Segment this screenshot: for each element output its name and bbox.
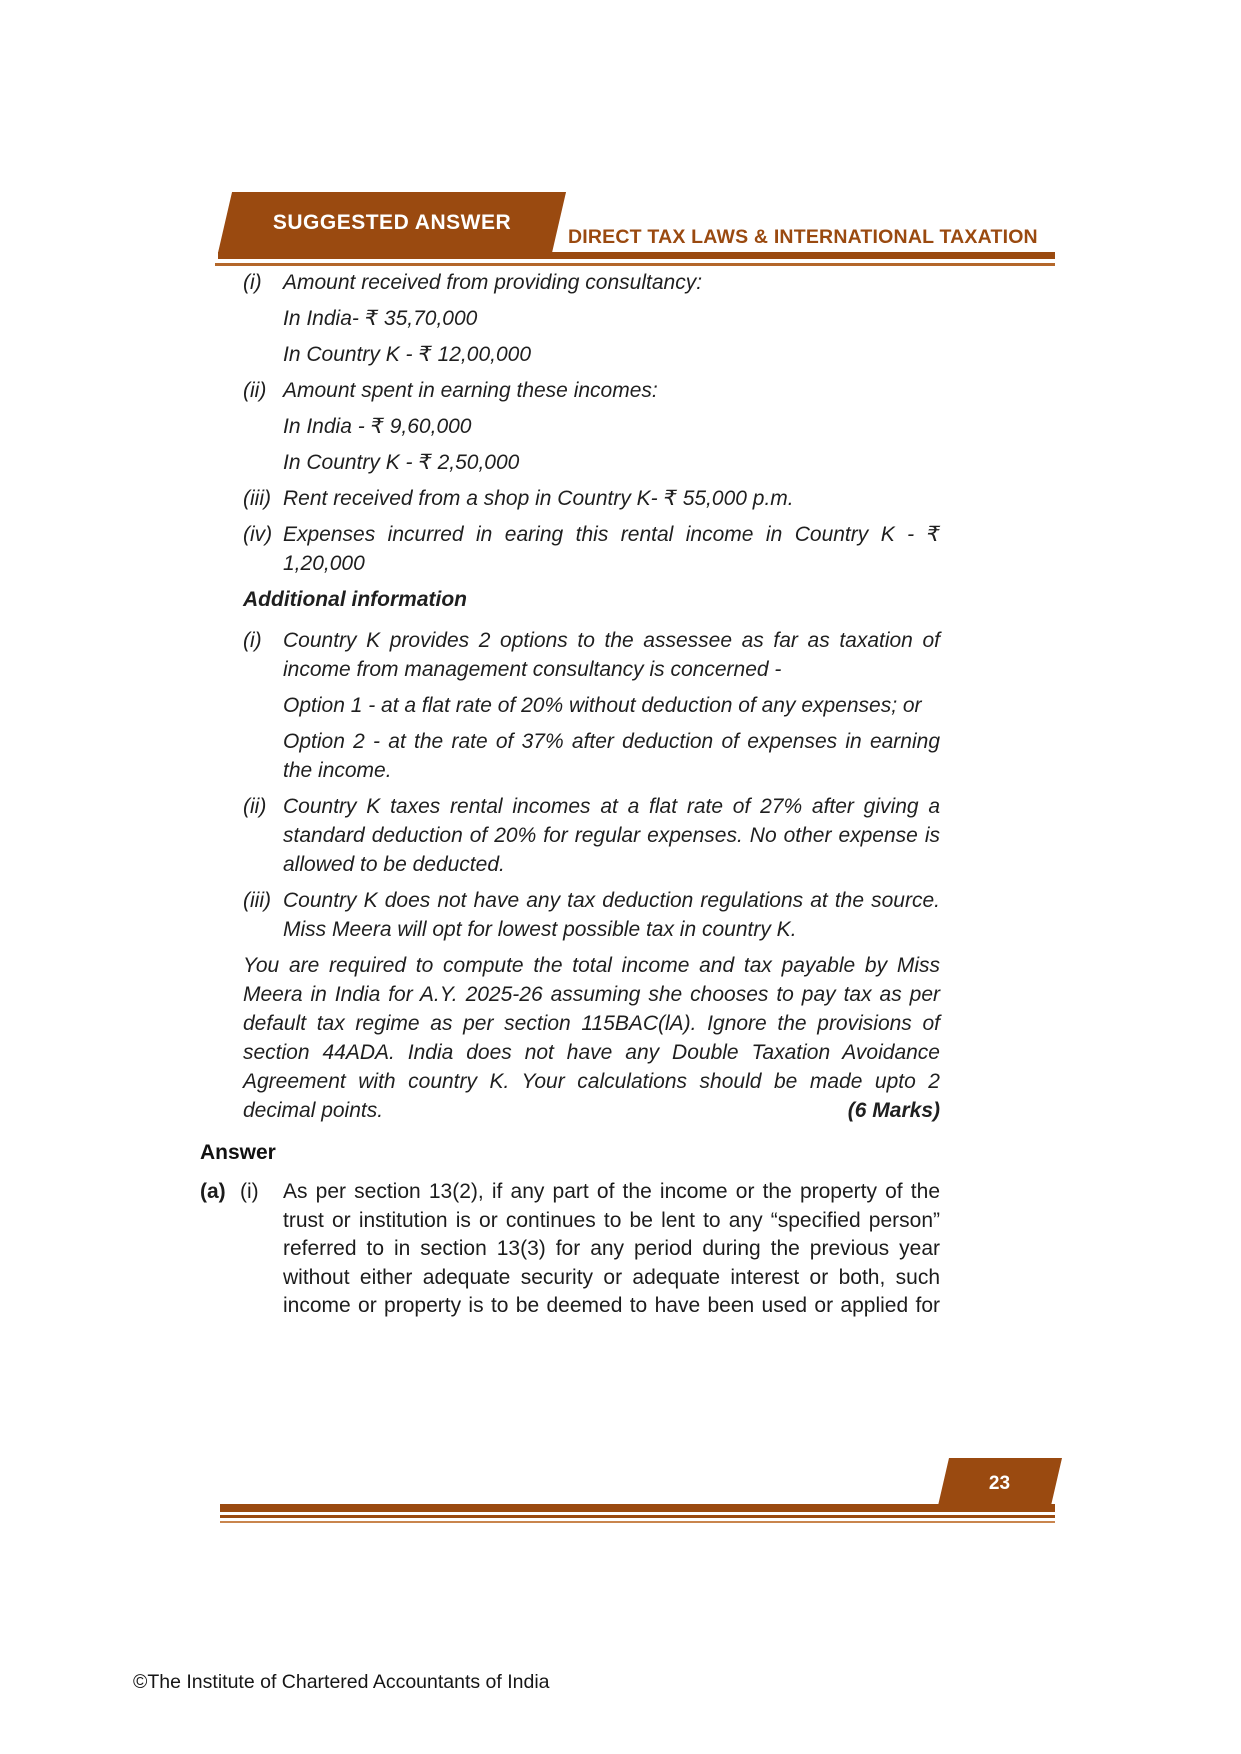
banner-label: SUGGESTED ANSWER [272, 210, 512, 234]
requirement-paragraph: You are required to compute the total income and tax payable by Miss Meera in India for A.Y. 2025-26 assuming she chooses to pay tax as per default tax regime as per section 115BAC(lA). Ignore the provisions of section 44ADA. India does not have any Double Taxation Avoidance Agreement with country K. Your calculations should be made upto 2 [243, 954, 940, 1093]
copyright-notice: ©The Institute of Chartered Accountants of India [133, 1671, 550, 1693]
item-text: Amount spent in earning these incomes: [283, 379, 658, 402]
item-subline: In India - ₹ 9,60,000 [283, 415, 472, 438]
additional-info-item [243, 886, 940, 944]
header-rule-thin [215, 263, 1055, 266]
item-text: Country K taxes rental incomes at a flat rate of 27% after giving a standard deduction of 20% for regular expenses. No other expense is allowed to be deducted. [283, 795, 940, 876]
option-line: Option 2 - at the rate of 37% after deduction of expenses in earning the income. [283, 730, 940, 782]
additional-info-heading: Additional information [243, 588, 467, 611]
answer-part-label: (a) [200, 1180, 226, 1203]
item-label: (iii) [243, 487, 271, 510]
item-text: Expenses incurred in earing this rental income in Country K - ₹ 1,20,000 [283, 523, 940, 575]
page-number: 23 [988, 1473, 1011, 1494]
item-label: (iii) [243, 889, 271, 912]
item-label: (i) [243, 629, 262, 652]
footer-rule-thin [220, 1521, 1055, 1523]
item-text: Rent received from a shop in Country K- ₹ 55,000 p.m. [283, 487, 794, 510]
question-section [243, 268, 940, 1125]
subject-title: DIRECT TAX LAWS & INTERNATIONAL TAXATION [568, 226, 1038, 248]
answer-paragraph: As per section 13(2), if any part of the income or the property of the trust or institution is or continues to be lent to any “specified person” referred to in section 13(3) for any period during the previous year without either adequate security or adequate interest or both, such income or property is to be deemed to have been used or applied for [283, 1180, 940, 1317]
item-subline: In India- ₹ 35,70,000 [283, 307, 478, 330]
item-label: (i) [243, 271, 262, 294]
page-content [200, 268, 940, 1321]
item-text: Country K provides 2 options to the assessee as far as taxation of income from management consultancy is concerned - [283, 629, 940, 681]
additional-info-item [243, 792, 940, 879]
marks-label: (6 Marks) [847, 1099, 940, 1122]
question-item [243, 376, 940, 405]
option-line: Option 1 - at a flat rate of 20% without deduction of any expenses; or [283, 694, 922, 717]
item-label: (ii) [243, 795, 267, 818]
answer-subitem-label: (i) [240, 1180, 259, 1203]
additional-info-item [243, 626, 940, 684]
answer-heading: Answer [200, 1141, 276, 1164]
question-item [243, 484, 940, 513]
item-label: (iv) [243, 523, 273, 546]
requirement-last-text: decimal points. [243, 1099, 384, 1122]
footer-rule-mid [220, 1515, 1055, 1518]
requirement-last-line [243, 1096, 940, 1125]
footer-rule-thick [220, 1504, 1055, 1512]
item-subline: In Country K - ₹ 12,00,000 [283, 343, 532, 366]
question-item [243, 268, 940, 297]
answer-item [200, 1178, 940, 1321]
item-label: (ii) [243, 379, 267, 402]
page-number-badge [943, 1458, 1056, 1510]
item-text: Amount received from providing consultancy: [283, 271, 703, 294]
item-text: Country K does not have any tax deduction regulations at the source. Miss Meera will opt for lowest possible tax in country K. [283, 889, 940, 941]
header-rule-thick [218, 252, 1055, 259]
question-item [243, 520, 940, 578]
item-subline: In Country K - ₹ 2,50,000 [283, 451, 520, 474]
suggested-answer-banner [225, 192, 559, 253]
